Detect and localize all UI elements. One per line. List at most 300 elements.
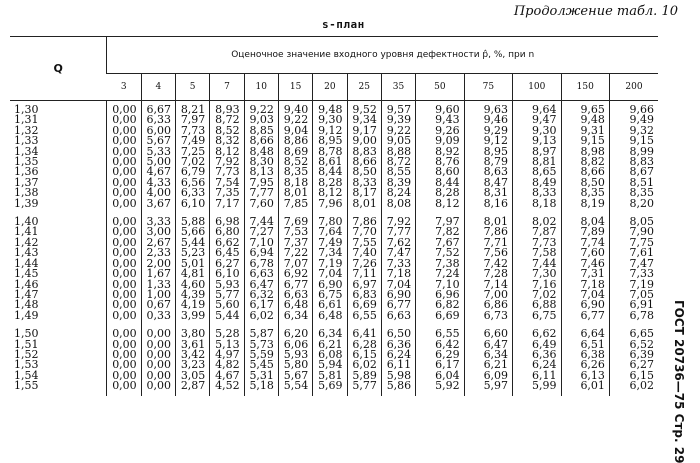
p-value: 9,15 (629, 134, 654, 148)
p-value: 0,00 (112, 186, 137, 200)
p-value: 6,21 (318, 337, 343, 351)
q-value: 1,40 (14, 215, 39, 229)
p-value: 6,08 (318, 347, 343, 361)
p-value: 0,00 (146, 337, 171, 351)
q-value: 1,48 (14, 298, 39, 312)
p-values-cell (416, 213, 464, 325)
p-value: 6,04 (435, 368, 460, 382)
p-value: 5,97 (483, 379, 509, 393)
p-value: 6,78 (249, 256, 274, 270)
p-value: 7,11 (352, 267, 377, 281)
p-value: 0,00 (112, 165, 137, 179)
p-value: 8,66 (352, 155, 377, 169)
p-value: 5,60 (215, 298, 240, 312)
table-body (10, 101, 658, 396)
p-value: 8,78 (318, 144, 343, 158)
p-values-cell (141, 325, 175, 395)
p-value: 7,52 (435, 246, 460, 260)
p-value: 8,01 (283, 186, 309, 200)
p-value: 6,13 (580, 368, 605, 382)
p-value: 2,87 (180, 379, 206, 393)
p-value: 5,69 (318, 379, 343, 393)
p-value: 8,01 (483, 215, 509, 229)
p-value: 6,48 (283, 298, 309, 312)
p-value: 8,17 (352, 186, 377, 200)
p-value: 6,90 (318, 277, 343, 291)
p-value: 6,02 (352, 358, 377, 372)
p-value: 6,73 (483, 308, 509, 322)
n-header-cell: 4 (141, 74, 175, 101)
q-value: 1,53 (14, 358, 39, 372)
p-value: 7,31 (580, 267, 605, 281)
p-value: 6,79 (180, 165, 206, 179)
p-value: 6,15 (629, 368, 654, 382)
p-value: 0,00 (112, 277, 137, 291)
p-value: 7,60 (580, 246, 605, 260)
p-value: 9,12 (483, 134, 509, 148)
p-value: 7,18 (580, 277, 605, 291)
p-value: 9,30 (532, 123, 557, 137)
p-value: 6,75 (532, 308, 557, 322)
p-value: 6,75 (318, 287, 343, 301)
p-value: 8,86 (283, 134, 309, 148)
q-values-cell (10, 101, 107, 214)
p-value: 7,56 (483, 246, 509, 260)
p-value: 5,31 (249, 368, 274, 382)
p-value: 7,73 (215, 165, 240, 179)
p-value: 7,67 (435, 235, 460, 249)
p-value: 7,75 (629, 235, 654, 249)
p-value: 6,41 (352, 327, 377, 341)
p-value: 0,00 (112, 327, 137, 341)
p-value: 8,52 (215, 123, 240, 137)
p-values-cell (176, 213, 210, 325)
p-value: 6,60 (483, 327, 509, 341)
p-value: 5,81 (318, 368, 343, 382)
p-value: 5,92 (435, 379, 460, 393)
p-value: 7,26 (352, 256, 377, 270)
p-value: 4,67 (215, 368, 240, 382)
p-value: 6,91 (629, 298, 654, 312)
p-value: 6,02 (249, 308, 274, 322)
p-value: 9,13 (532, 134, 557, 148)
n-header-cell: 75 (464, 74, 512, 101)
p-values-cell (107, 325, 141, 395)
p-value: 4,60 (180, 277, 206, 291)
p-value: 5,86 (386, 379, 412, 393)
side-reference (666, 300, 690, 463)
p-value: 7,77 (249, 186, 274, 200)
p-value: 6,94 (249, 246, 274, 260)
p-value: 7,87 (532, 225, 557, 239)
p-value: 8,44 (318, 165, 343, 179)
p-value: 7,25 (180, 144, 206, 158)
p-value: 7,00 (483, 287, 509, 301)
p-value: 6,67 (146, 103, 171, 116)
p-value: 8,04 (580, 215, 605, 229)
p-value: 0,00 (112, 256, 137, 270)
p-value: 5,88 (180, 215, 206, 229)
p-value: 8,79 (483, 155, 509, 169)
p-value: 7,74 (580, 235, 605, 249)
p-value: 7,33 (629, 267, 654, 281)
p-values-cell (244, 213, 278, 325)
p-value: 5,80 (283, 358, 309, 372)
n-header-cell: 100 (513, 74, 561, 101)
p-value: 8,60 (435, 165, 460, 179)
p-value: 4,82 (215, 358, 240, 372)
p-value: 8,95 (318, 134, 343, 148)
p-value: 7,14 (483, 277, 509, 291)
p-value: 7,28 (483, 267, 509, 281)
group-header: Оценочное значение входного уровня дефектности p̂, %, при n (107, 37, 658, 74)
p-value: 7,97 (180, 113, 206, 127)
p-value: 6,26 (580, 358, 605, 372)
n-header-cell: 10 (244, 74, 278, 101)
p-value: 6,55 (435, 327, 460, 341)
p-values-cell (244, 325, 278, 395)
p-value: 8,19 (580, 196, 605, 210)
p-value: 8,51 (629, 175, 654, 189)
p-value: 6,77 (283, 277, 309, 291)
n-header-cell: 20 (313, 74, 347, 101)
p-value: 0,00 (112, 235, 137, 249)
p-value: 8,20 (629, 196, 654, 210)
p-value: 9,26 (435, 123, 460, 137)
p-value: 3,00 (146, 225, 171, 239)
p-value: 5,67 (146, 134, 171, 148)
p-value: 7,69 (283, 215, 309, 229)
p-values-cell (464, 213, 512, 325)
p-values-cell (278, 101, 312, 214)
p-value: 9,31 (580, 123, 605, 137)
p-values-cell (313, 101, 347, 214)
q-value: 1,31 (14, 113, 39, 127)
p-value: 2,00 (146, 256, 171, 270)
p-value: 0,00 (112, 267, 137, 281)
p-value: 6,63 (283, 287, 309, 301)
q-value: 1,50 (14, 327, 39, 341)
page-title: s-план (322, 18, 365, 31)
p-value: 9,12 (318, 123, 343, 137)
p-value: 7,92 (215, 155, 240, 169)
p-value: 5,13 (215, 337, 240, 351)
p-value: 7,77 (386, 225, 412, 239)
continuation-note: Продолжение табл. 10 (513, 4, 678, 19)
p-value: 8,16 (483, 196, 509, 210)
p-value: 7,96 (318, 196, 343, 210)
p-value: 8,67 (629, 165, 654, 179)
p-value: 8,83 (629, 155, 654, 169)
p-value: 6,27 (215, 256, 240, 270)
p-values-cell (464, 101, 512, 214)
p-value: 4,97 (215, 347, 240, 361)
p-values-cell (416, 101, 464, 214)
q-value: 1,51 (14, 337, 39, 351)
p-value: 6,63 (249, 267, 274, 281)
p-value: 5,45 (249, 358, 274, 372)
p-value: 1,67 (146, 267, 171, 281)
p-value: 8,63 (483, 165, 509, 179)
p-value: 7,49 (318, 235, 343, 249)
p-value: 7,49 (180, 134, 206, 148)
p-value: 9,66 (629, 103, 654, 116)
p-value: 6,77 (580, 308, 605, 322)
p-value: 0,00 (146, 368, 171, 382)
p-value: 7,85 (283, 196, 309, 210)
p-value: 7,27 (249, 225, 274, 239)
p-value: 7,10 (249, 235, 274, 249)
p-values-cell (278, 325, 312, 395)
p-value: 0,00 (112, 113, 137, 127)
p-value: 0,00 (112, 308, 137, 322)
p-value: 8,83 (352, 144, 377, 158)
q-value: 1,42 (14, 235, 39, 249)
p-value: 8,13 (249, 165, 274, 179)
p-value: 6,77 (386, 298, 412, 312)
p-value: 8,50 (580, 175, 605, 189)
p-value: 0,00 (112, 225, 137, 239)
q-value: 1,41 (14, 225, 39, 239)
p-value: 5,23 (180, 246, 206, 260)
p-value: 6,47 (483, 337, 509, 351)
p-value: 5,73 (249, 337, 274, 351)
p-value: 7,33 (386, 256, 412, 270)
p-value: 9,52 (352, 103, 377, 116)
p-value: 6,49 (532, 337, 557, 351)
q-value: 1,49 (14, 308, 39, 322)
p-value: 7,80 (318, 215, 343, 229)
p-value: 9,17 (352, 123, 377, 137)
p-value: 8,93 (215, 103, 240, 116)
p-values-cell (513, 213, 561, 325)
p-value: 6,78 (629, 308, 654, 322)
p-value: 7,97 (435, 215, 460, 229)
p-values-cell (210, 101, 244, 214)
p-value: 5,00 (146, 155, 171, 169)
p-value: 8,21 (180, 103, 206, 116)
p-value: 6,62 (532, 327, 557, 341)
p-value: 7,61 (629, 246, 654, 260)
p-value: 8,01 (352, 196, 377, 210)
p-values-cell (244, 101, 278, 214)
p-value: 9,32 (629, 123, 654, 137)
p-value: 3,23 (180, 358, 206, 372)
p-value: 8,47 (483, 175, 509, 189)
p-values-cell (176, 101, 210, 214)
p-value: 5,99 (532, 379, 557, 393)
n-header-cell: 15 (278, 74, 312, 101)
p-value: 7,02 (532, 287, 557, 301)
p-value: 8,88 (386, 144, 412, 158)
p-value: 8,33 (352, 175, 377, 189)
p-value: 7,47 (629, 256, 654, 270)
p-values-cell (347, 325, 381, 395)
p-value: 5,66 (180, 225, 206, 239)
page-header (0, 0, 700, 40)
p-value: 0,00 (112, 155, 137, 169)
p-value: 5,44 (215, 308, 240, 322)
p-value: 9,48 (318, 103, 343, 116)
p-value: 3,61 (180, 337, 206, 351)
p-value: 7,86 (352, 215, 377, 229)
p-value: 4,33 (146, 175, 171, 189)
p-value: 2,33 (146, 246, 171, 260)
p-value: 5,59 (249, 347, 274, 361)
p-value: 0,00 (112, 379, 137, 393)
p-value: 6,20 (283, 327, 309, 341)
p-value: 9,57 (386, 103, 412, 116)
p-value: 5,77 (215, 287, 240, 301)
p-value: 6,42 (435, 337, 460, 351)
q-value: 1,37 (14, 175, 39, 189)
p-value: 9,65 (580, 103, 605, 116)
p-value: 6,48 (318, 308, 343, 322)
p-value: 0,00 (146, 347, 171, 361)
p-value: 8,12 (435, 196, 460, 210)
p-value: 7,19 (629, 277, 654, 291)
p-value: 7,05 (629, 287, 654, 301)
p-value: 7,16 (532, 277, 557, 291)
p-value: 7,40 (352, 246, 377, 260)
p-value: 3,80 (180, 327, 206, 341)
n-header-cell: 7 (210, 74, 244, 101)
p-values-cell (513, 101, 561, 214)
p-value: 6,10 (215, 267, 240, 281)
p-value: 6,17 (435, 358, 460, 372)
n-header-row (10, 74, 658, 101)
p-values-cell (513, 325, 561, 395)
p-value: 7,02 (180, 155, 206, 169)
p-value: 6,10 (180, 196, 206, 210)
p-value: 5,33 (146, 144, 171, 158)
p-value: 6,24 (532, 358, 557, 372)
p-value: 6,86 (483, 298, 509, 312)
p-value: 7,44 (249, 215, 274, 229)
p-value: 0,00 (112, 215, 137, 229)
p-value: 9,40 (283, 103, 309, 116)
q-column-header: Q (10, 37, 107, 101)
p-value: 7,53 (283, 225, 309, 239)
q-values-cell (10, 325, 107, 395)
p-value: 7,55 (352, 235, 377, 249)
p-value: 6,98 (215, 215, 240, 229)
p-value: 0,00 (146, 379, 171, 393)
p-value: 0,00 (112, 358, 137, 372)
p-value: 6,06 (283, 337, 309, 351)
p-value: 8,18 (283, 175, 309, 189)
p-values-cell (416, 325, 464, 395)
p-value: 8,31 (483, 186, 509, 200)
p-value: 8,12 (215, 144, 240, 158)
p-value: 9,03 (249, 113, 274, 127)
p-value: 9,60 (435, 103, 460, 116)
p-value: 3,67 (146, 196, 171, 210)
p-value: 6,02 (629, 379, 654, 393)
p-value: 8,02 (532, 215, 557, 229)
q-value: 1,43 (14, 246, 39, 260)
p-value: 6,36 (386, 337, 412, 351)
q-value: 1,39 (14, 196, 39, 210)
p-value: 5,01 (180, 256, 206, 270)
p-value: 6,64 (580, 327, 605, 341)
p-value: 9,00 (352, 134, 377, 148)
p-value: 6,17 (249, 298, 274, 312)
p-value: 7,82 (435, 225, 460, 239)
p-value: 6,27 (629, 358, 654, 372)
p-value: 6,09 (483, 368, 509, 382)
p-value: 7,86 (483, 225, 509, 239)
p-value: 7,64 (318, 225, 343, 239)
p-value: 7,04 (580, 287, 605, 301)
p-value: 9,46 (483, 113, 509, 127)
p-value: 8,35 (283, 165, 309, 179)
p-value: 6,90 (386, 287, 412, 301)
p-value: 7,54 (215, 175, 240, 189)
p-values-cell (210, 213, 244, 325)
p-value: 7,42 (483, 256, 509, 270)
p-value: 5,94 (318, 358, 343, 372)
q-value: 1,33 (14, 134, 39, 148)
p-value: 6,47 (249, 277, 274, 291)
p-value: 6,52 (629, 337, 654, 351)
p-value: 5,54 (283, 379, 309, 393)
q-value: 1,35 (14, 155, 39, 169)
p-value: 8,66 (249, 134, 274, 148)
p-value: 8,66 (580, 165, 605, 179)
q-values-cell (10, 213, 107, 325)
p-values-cell (141, 213, 175, 325)
p-value: 6,88 (532, 298, 557, 312)
p-value: 8,33 (532, 186, 557, 200)
p-value: 8,35 (629, 186, 654, 200)
p-value: 5,28 (215, 327, 240, 341)
p-values-cell (381, 101, 415, 214)
p-value: 9,63 (483, 103, 509, 116)
p-value: 0,00 (112, 347, 137, 361)
p-value: 7,73 (180, 123, 206, 137)
p-value: 6,00 (146, 123, 171, 137)
p-value: 7,34 (318, 246, 343, 260)
p-value: 6,38 (580, 347, 605, 361)
p-value: 8,28 (435, 186, 460, 200)
p-value: 6,51 (580, 337, 605, 351)
p-value: 6,90 (580, 298, 605, 312)
p-values-cell (347, 101, 381, 214)
p-value: 9,22 (249, 103, 274, 116)
p-value: 8,92 (435, 144, 460, 158)
p-value: 7,47 (386, 246, 412, 260)
q-value: 1,34 (14, 144, 39, 158)
p-value: 7,46 (580, 256, 605, 270)
p-value: 0,00 (112, 134, 137, 148)
q-value: 1,32 (14, 123, 39, 137)
p-value: 6,33 (146, 113, 171, 127)
table-group-row (10, 325, 658, 395)
p-value: 8,95 (483, 144, 509, 158)
data-table (10, 36, 658, 396)
p-value: 5,87 (249, 327, 274, 341)
p-value: 8,30 (249, 155, 274, 169)
p-value: 3,33 (146, 215, 171, 229)
standard-reference: ГОСТ 20736—75 Стр. 29 (672, 300, 686, 463)
p-value: 6,11 (386, 358, 412, 372)
p-value: 6,11 (532, 368, 557, 382)
p-value: 8,12 (318, 186, 343, 200)
p-value: 9,15 (580, 134, 605, 148)
p-value: 0,00 (112, 196, 137, 210)
p-value: 8,52 (283, 155, 309, 169)
